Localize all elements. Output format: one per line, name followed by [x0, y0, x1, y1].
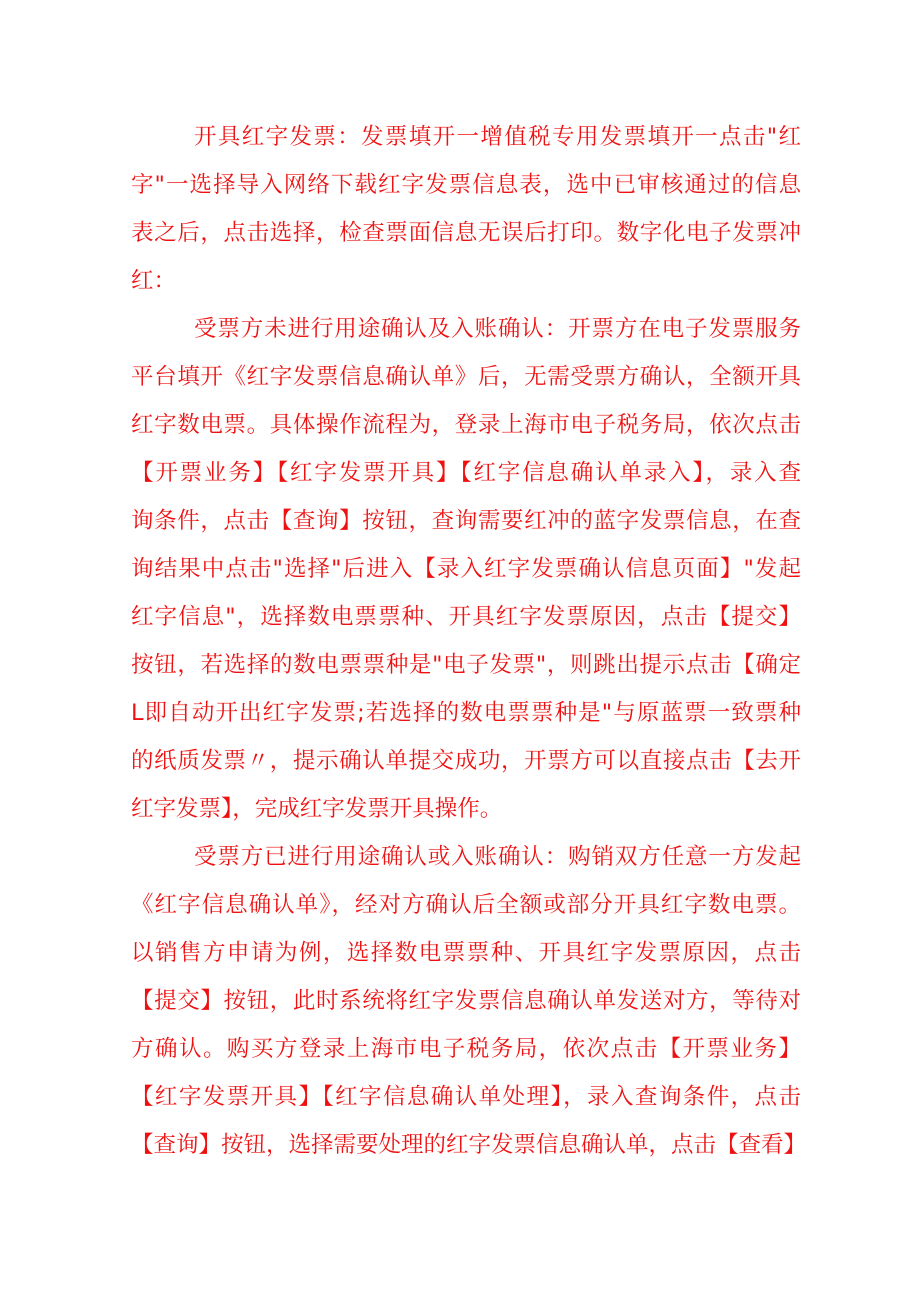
text-line: 【查询】按钮，选择需要处理的红字发票信息确认单，点击【查看】 [131, 1132, 807, 1158]
text-line: 【红字发票开具】【红字信息确认单处理】，录入查询条件，点击 [131, 1084, 801, 1110]
text-line: 红： [131, 268, 177, 294]
text-line: 《红字信息确认单》，经对方确认后全额或部分开具红字数电票。 [131, 892, 801, 918]
text-line: 开具红字发票：发票填开一增值税专用发票填开一点击"红 [194, 124, 801, 150]
text-line: 红字数电票。具体操作流程为，登录上海市电子税务局，依次点击 [131, 412, 801, 438]
text-line: 受票方未进行用途确认及入账确认：开票方在电子发票服务 [194, 316, 801, 342]
text-line: 【提交】按钮，此时系统将红字发票信息确认单发送对方，等待对 [131, 988, 801, 1014]
text-line: 红字信息"，选择数电票票种、开具红字发票原因，点击【提交】 [131, 604, 801, 630]
text-line: L即自动开出红字发票;若选择的数电票票种是"与原蓝票一致票种 [131, 700, 801, 726]
text-line: 【开票业务】【红字发票开具】【红字信息确认单录入】，录入查 [131, 460, 801, 486]
text-line: 受票方已进行用途确认或入账确认：购销双方任意一方发起 [194, 844, 801, 870]
text-line: 询结果中点击"选择"后进入【录入红字发票确认信息页面】"发起 [131, 556, 801, 582]
text-line: 按钮，若选择的数电票票种是"电子发票"，则跳出提示点击【确定 [131, 652, 801, 678]
text-line: 红字发票】，完成红字发票开具操作。 [131, 796, 503, 822]
text-line: 平台填开《红字发票信息确认单》后，无需受票方确认，全额开具 [131, 364, 801, 390]
text-line: 方确认。购买方登录上海市电子税务局，依次点击【开票业务】 [131, 1036, 801, 1062]
text-line: 字"一选择导入网络下载红字发票信息表，选中已审核通过的信息 [131, 172, 801, 198]
text-line: 询条件，点击【查询】按钮，查询需要红冲的蓝字发票信息，在查 [131, 508, 801, 534]
text-line: 以销售方申请为例，选择数电票票种、开具红字发票原因，点击 [131, 940, 801, 966]
text-line: 表之后，点击选择，检查票面信息无误后打印。数字化电子发票冲 [131, 220, 801, 246]
text-line: 的纸质发票〃，提示确认单提交成功，开票方可以直接点击【去开 [131, 748, 801, 774]
